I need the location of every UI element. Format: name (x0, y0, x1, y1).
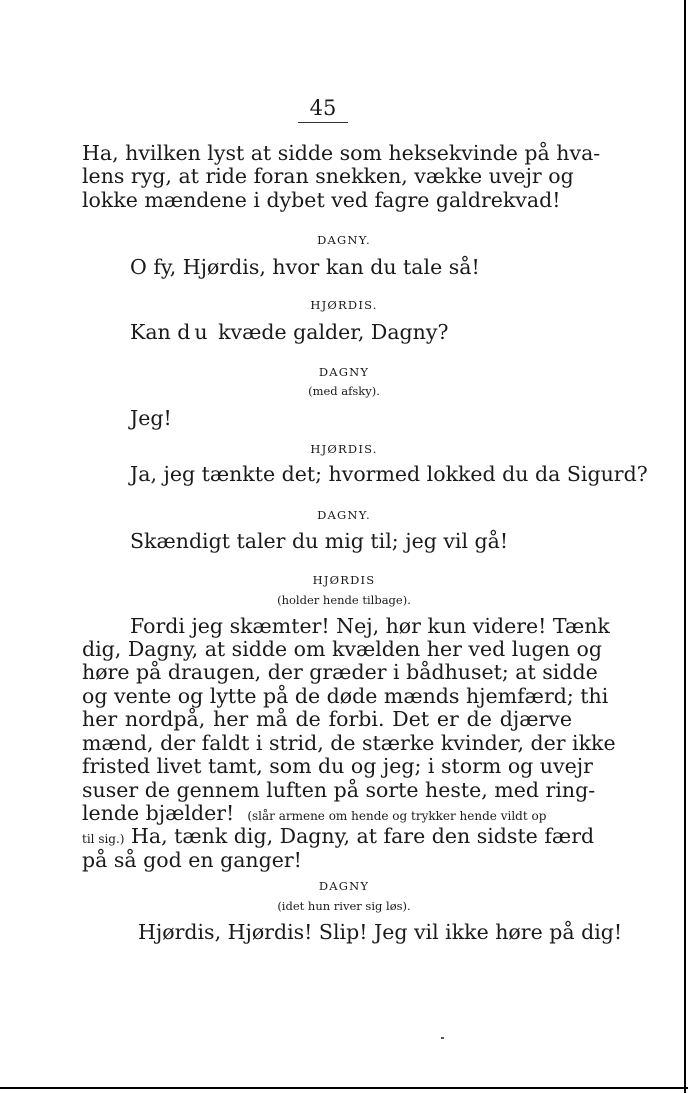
stage-direction-inline-2: til sig.) (82, 832, 125, 846)
speaker-hjordis-2: HJØRDIS. (310, 442, 378, 456)
ink-mark (441, 1037, 444, 1039)
dialogue-line-final: Hjørdis, Hjørdis! Slip! Jeg vil ikke høre på dig! (138, 920, 623, 944)
speaker-dagny-3: DAGNY. (317, 508, 371, 522)
speech-line-8: suser de gennem luften på sorte heste, med ring- (82, 778, 596, 802)
intro-line-3: lokke mændene i dybet ved fagre galdrekvad! (82, 188, 561, 212)
dialogue-line-5: Skændigt taler du mig til; jeg vil gå! (130, 529, 509, 553)
speech-line-3: høre på draugen, der græder i bådhuset; at sidde (82, 660, 598, 684)
dialogue-line-2-b: kvæde galder, Dagny? (211, 320, 449, 344)
stage-direction-2: (holder hende tilbage). (277, 593, 411, 607)
speech-line-11: på så god en ganger! (82, 848, 302, 872)
speech-line-10-text: Ha, tænk dig, Dagny, at fare den sidste færd (131, 824, 595, 848)
stage-direction-inline-1: (slår armene om hende og trykker hende vildt op (247, 809, 547, 823)
dialogue-line-2-emphasis: du (177, 320, 212, 344)
speaker-hjordis-1: HJØRDIS. (310, 298, 378, 312)
speech-line-1: Fordi jeg skæmter! Nej, hør kun videre! Tænk (130, 614, 610, 638)
page-number: 45 (298, 96, 348, 123)
dialogue-line-1: O fy, Hjørdis, hvor kan du tale så! (130, 255, 480, 279)
speech-line-7: fristed livet tamt, som du og jeg; i storm og uvejr (82, 754, 593, 778)
speech-line-5: her nordpå, her må de forbi. Det er de djærve (82, 707, 572, 731)
intro-line-2: lens ryg, at ride foran snekken, vække uvejr og (82, 164, 574, 188)
speaker-dagny-2: DAGNY (318, 365, 370, 379)
stage-direction-3: (idet hun river sig løs). (277, 899, 411, 913)
speech-line-4: og vente og lytte på de døde mænds hjemfærd; thi (82, 684, 609, 708)
dialogue-line-2-a: Kan (130, 320, 178, 344)
speaker-dagny-1: DAGNY. (317, 233, 371, 247)
speech-line-6: mænd, der faldt i strid, de stærke kvinder, der ikke (82, 731, 616, 755)
page-edge-right (684, 0, 686, 1093)
dialogue-line-3: Jeg! (130, 406, 172, 430)
speech-line-9-text: lende bjælder! (82, 801, 235, 825)
dialogue-line-4: Ja, jeg tænkte det; hvormed lokked du da Sigurd? (130, 462, 648, 486)
stage-direction-1: (med afsky). (308, 384, 380, 398)
speaker-hjordis-3: HJØRDIS (312, 573, 376, 587)
speaker-dagny-4: DAGNY (318, 879, 370, 893)
intro-line-1: Ha, hvilken lyst at sidde som heksekvinde på hva- (82, 141, 601, 165)
dialogue-line-2 (130, 319, 448, 345)
page-edge-bottom (0, 1087, 688, 1089)
speech-line-2: dig, Dagny, at sidde om kvælden her ved lugen og (82, 637, 602, 661)
